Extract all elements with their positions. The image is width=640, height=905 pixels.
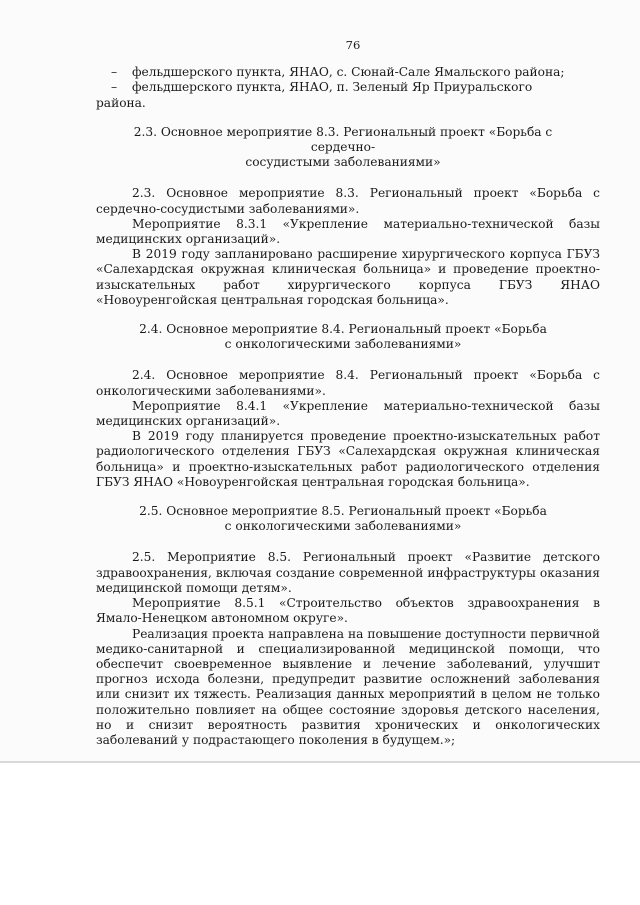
- paragraph: Мероприятие 8.5.1 «Строительство объектов здравоохранения в Ямало-Ненецком автономном округе».: [96, 596, 600, 626]
- section-heading-2-4: [126, 322, 560, 352]
- paragraph: Мероприятие 8.4.1 «Укрепление материально-технической базы медицинских организаций».: [96, 398, 600, 429]
- document-body: [96, 38, 600, 748]
- heading-line: с онкологическими заболеваниями»: [224, 519, 462, 534]
- heading-line: 2.3. Основное мероприятие 8.3. Региональный проект «Борьба с сердечно-: [133, 124, 553, 155]
- page-number: 76: [345, 38, 361, 52]
- list-item: [96, 80, 600, 95]
- list-dash: –: [110, 65, 118, 80]
- heading-line: с онкологическими заболеваниями»: [224, 337, 462, 352]
- paragraph: Мероприятие 8.3.1 «Укрепление материально-технической базы медицинских организаций».: [96, 216, 600, 247]
- paragraph: 2.5. Мероприятие 8.5. Региональный проект «Развитие детского здравоохранения, включая создание современной инфраструктуры оказания медицинской помощи детям».: [96, 550, 600, 595]
- paragraph: Реализация проекта направлена на повышение доступности первичной медико-санитарной и специализированной медицинской помощи, что обеспечит своевременное выявление и лечение заболеваний, улучшит прогноз исхода болезни, предупредит развитие осложнений заболевания или снизит их тяжесть. Реализация данных мероприятий в целом не только положительно повлияет на общее состояние здоровья детского населения, но и снизит вероятность развития хронических и онкологических заболеваний у подрастающего поколения в будущем.»;: [96, 626, 600, 747]
- list-item: [96, 65, 600, 80]
- list-item-continuation: района.: [96, 95, 146, 110]
- list-dash: –: [110, 80, 118, 95]
- heading-line: сосудистыми заболеваниями»: [245, 155, 441, 170]
- paragraph: В 2019 году планируется проведение проектно-изыскательных работ радиологического отделения ГБУЗ «Салехардская окружная клиническая больница» и проектно-изыскательных работ радиологического отделения ГБУЗ ЯНАО «Новоуренгойская центральная городская больница».: [96, 429, 600, 489]
- paragraph: 2.4. Основное мероприятие 8.4. Региональный проект «Борьба с онкологическими заболеваниями».: [96, 368, 600, 398]
- list-item-text: фельдшерского пункта, ЯНАО, с. Сюнай-Сале Ямальского района;: [132, 65, 565, 80]
- heading-line: 2.4. Основное мероприятие 8.4. Региональный проект «Борьба: [139, 322, 547, 337]
- list-item-text: фельдшерского пункта, ЯНАО, п. Зеленый Яр Приуральского: [132, 80, 533, 95]
- heading-line: 2.5. Основное мероприятие 8.5. Региональный проект «Борьба: [139, 504, 547, 519]
- blank-area: [0, 763, 640, 905]
- paragraph: В 2019 году запланировано расширение хирургического корпуса ГБУЗ «Салехардская окружная клиническая больница» и проведение проектно-изыскательных работ хирургического корпуса ГБУЗ ЯНАО «Новоуренгойская центральная городская больница».: [96, 247, 600, 307]
- paragraph: 2.3. Основное мероприятие 8.3. Региональный проект «Борьба с сердечно-сосудистыми заболеваниями».: [96, 186, 600, 216]
- section-heading-2-5: [126, 504, 560, 534]
- section-heading-2-3: [126, 125, 560, 171]
